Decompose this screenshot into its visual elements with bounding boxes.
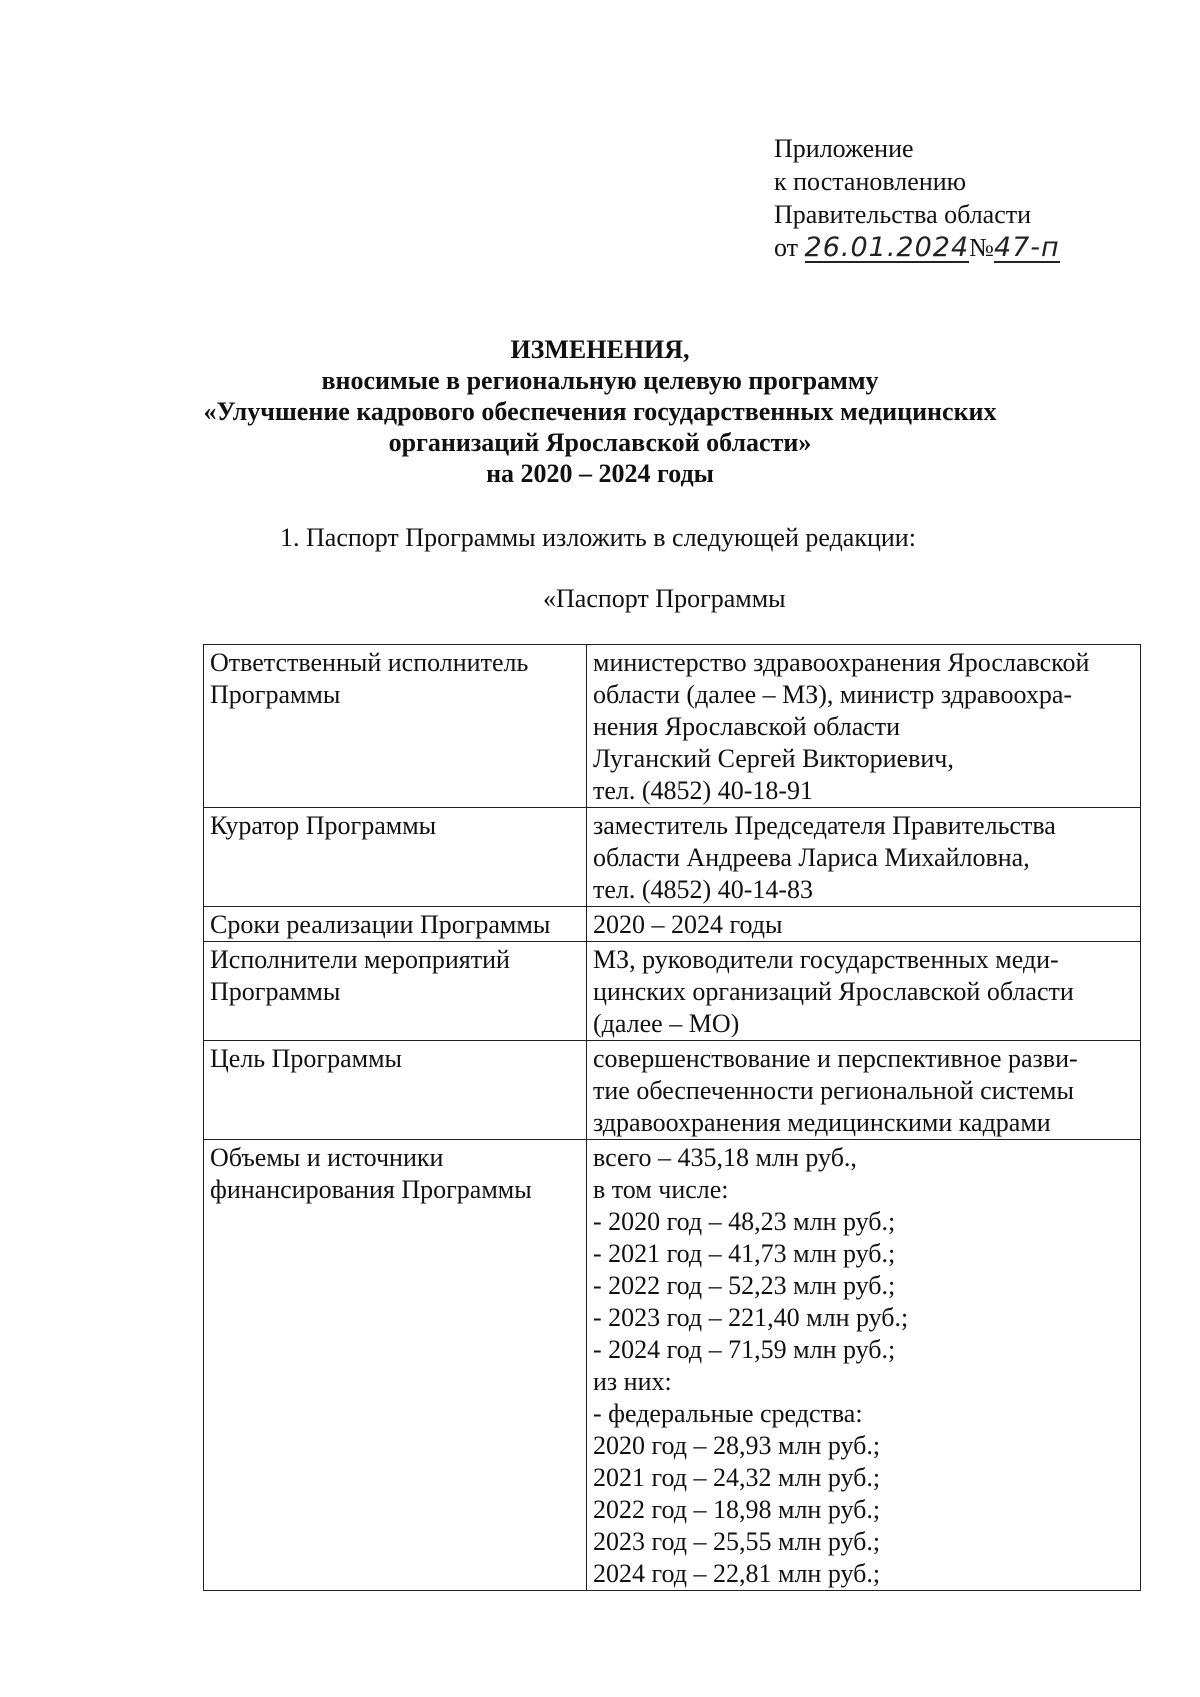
document-title [0, 334, 1200, 489]
title-line-4: организаций Ярославской области» [388, 428, 812, 457]
cell-text-line: - 2021 год – 41,73 млн руб.; [593, 1239, 896, 1268]
table-row [204, 1140, 1141, 1591]
cell-text-line: тел. (4852) 40-14-83 [593, 875, 814, 904]
cell-text-line: 2024 год – 22,81 млн руб.; [593, 1559, 881, 1588]
cell-text-line: всего – 435,18 млн руб., [593, 1143, 857, 1172]
row-label-cell [204, 808, 587, 907]
row-value-cell [587, 907, 1141, 942]
cell-text-line: из них: [593, 1367, 672, 1396]
cell-text-line: тел. (4852) 40-18-91 [593, 776, 814, 805]
passport-table [203, 644, 1141, 1591]
appendix-line-2: к постановлению [774, 167, 967, 196]
row-value-cell [587, 1140, 1141, 1591]
cell-text-line: - 2024 год – 71,59 млн руб.; [593, 1335, 896, 1364]
passport-table-body [204, 645, 1141, 1591]
row-label-cell [204, 907, 587, 942]
title-line-2: вносимые в региональную целевую программу [321, 366, 879, 395]
cell-text-line: области Андреева Лариса Михайловна, [593, 843, 1030, 872]
table-row [204, 645, 1141, 808]
row-label-cell [204, 942, 587, 1041]
cell-text-line: Программы [210, 680, 341, 709]
row-value-cell [587, 942, 1141, 1041]
appendix-block [774, 132, 1060, 264]
cell-text-line: 2023 год – 25,55 млн руб.; [593, 1527, 881, 1556]
number-prefix: № [969, 233, 994, 262]
title-line-3: «Улучшение кадрового обеспечения государственных медицинских [203, 397, 997, 426]
cell-text-line: Луганский Сергей Викториевич, [593, 744, 954, 773]
cell-text-line: заместитель Председателя Правительства [593, 811, 1056, 840]
row-value-cell [587, 1041, 1141, 1140]
cell-text-line: (далее – МО) [593, 1009, 740, 1038]
cell-text-line: 2020 год – 28,93 млн руб.; [593, 1431, 881, 1460]
row-label-cell [204, 1041, 587, 1140]
cell-text-line: - 2020 год – 48,23 млн руб.; [593, 1207, 896, 1236]
passport-heading: «Паспорт Программы [543, 584, 786, 613]
title-line-5: на 2020 – 2024 годы [486, 459, 714, 488]
title-line-1: ИЗМЕНЕНИЯ, [510, 335, 690, 364]
cell-text-line: Сроки реализации Программы [210, 910, 551, 939]
cell-text-line: в том числе: [593, 1175, 729, 1204]
cell-text-line: МЗ, руководители государственных меди- [593, 945, 1059, 974]
appendix-line-1: Приложение [774, 134, 914, 163]
cell-text-line: министерство здравоохранения Ярославской [593, 648, 1090, 677]
table-row [204, 942, 1141, 1041]
cell-text-line: области (далее – МЗ), министр здравоохра- [593, 680, 1073, 709]
cell-text-line: - федеральные средства: [593, 1399, 863, 1428]
cell-text-line: финансирования Программы [210, 1175, 532, 1204]
handwritten-number: 47-п [993, 232, 1060, 263]
row-label-cell [204, 1140, 587, 1591]
appendix-date-line [774, 231, 1060, 264]
table-row [204, 808, 1141, 907]
cell-text-line: 2020 – 2024 годы [593, 910, 783, 939]
cell-text-line: 2022 год – 18,98 млн руб.; [593, 1495, 881, 1524]
date-prefix: от [774, 233, 799, 262]
cell-text-line: цинских организаций Ярославской области [593, 977, 1074, 1006]
cell-text-line: - 2022 год – 52,23 млн руб.; [593, 1271, 896, 1300]
cell-text-line: совершенствование и перспективное разви- [593, 1044, 1078, 1073]
handwritten-date: 26.01.2024 [804, 232, 970, 263]
table-row [204, 1041, 1141, 1140]
appendix-line-3: Правительства области [774, 200, 1032, 229]
table-row [204, 907, 1141, 942]
cell-text-line: 2021 год – 24,32 млн руб.; [593, 1463, 881, 1492]
cell-text-line: тие обеспеченности региональной системы [593, 1076, 1074, 1105]
cell-text-line: Программы [210, 977, 341, 1006]
cell-text-line: - 2023 год – 221,40 млн руб.; [593, 1303, 909, 1332]
row-value-cell [587, 808, 1141, 907]
cell-text-line: Куратор Программы [210, 811, 437, 840]
cell-text-line: Объемы и источники [210, 1143, 444, 1172]
row-value-cell [587, 645, 1141, 808]
cell-text-line: Ответственный исполнитель [210, 648, 529, 677]
cell-text-line: здравоохранения медицинскими кадрами [593, 1108, 1051, 1137]
row-label-cell [204, 645, 587, 808]
item-1-text: 1. Паспорт Программы изложить в следующей редакции: [280, 523, 916, 552]
cell-text-line: Цель Программы [210, 1044, 403, 1073]
cell-text-line: Исполнители мероприятий [210, 945, 510, 974]
cell-text-line: нения Ярославской области [593, 712, 901, 741]
